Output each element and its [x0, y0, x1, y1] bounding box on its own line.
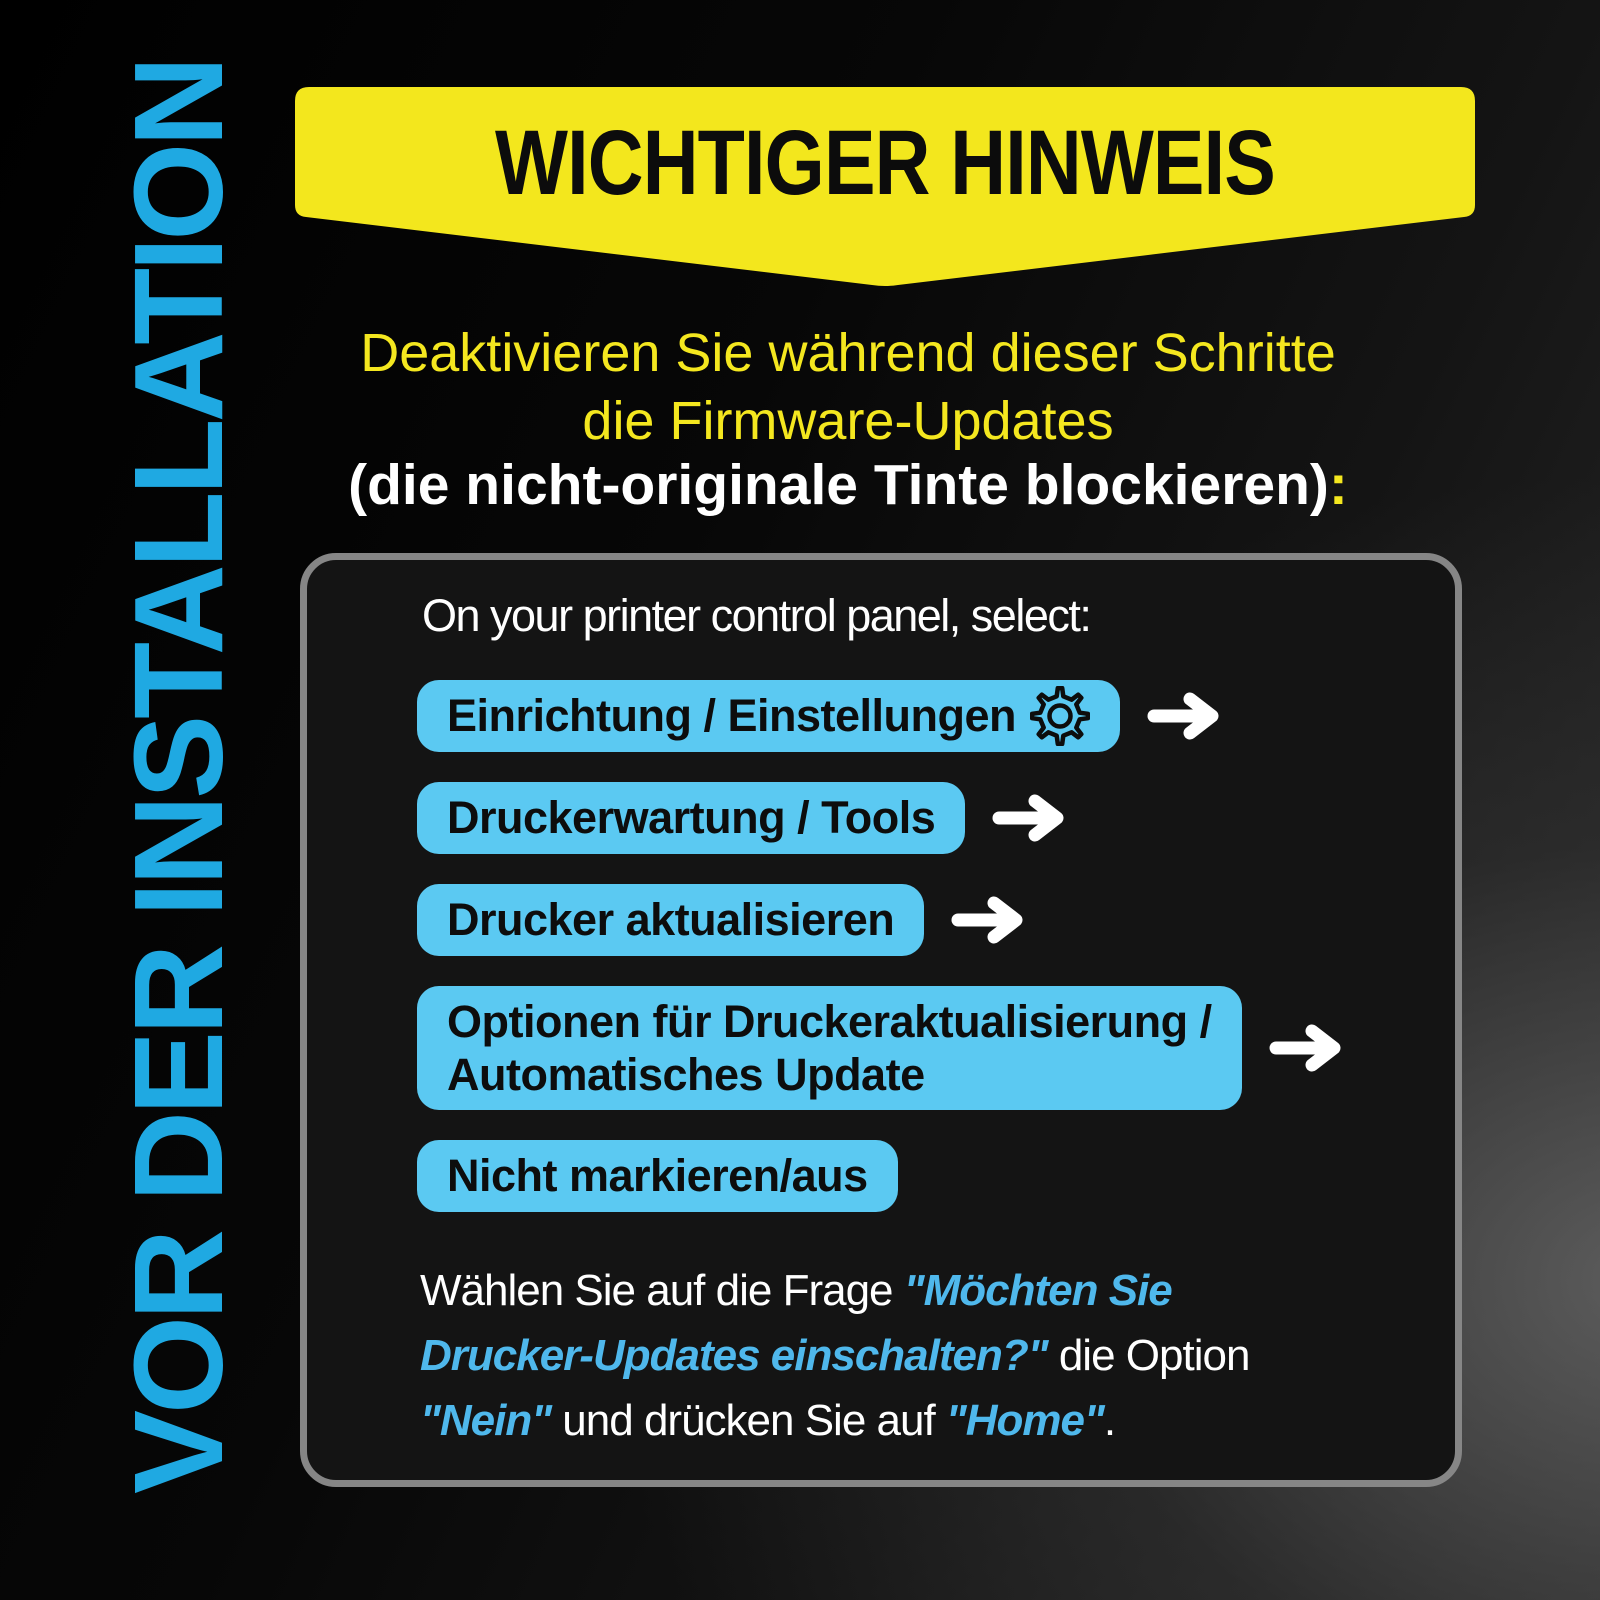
footer-line — [420, 1258, 1249, 1323]
side-vertical-title: VOR DER INSTALLATION — [108, 59, 249, 1494]
panel-instruction: On your printer control panel, select: — [422, 590, 1091, 641]
menu-button-list — [417, 680, 1352, 1242]
arrow-right-icon — [1146, 691, 1230, 741]
footer-highlight-text: "Möchten Sie — [903, 1266, 1172, 1315]
footer-line — [420, 1323, 1249, 1388]
footer-text: die Option — [1047, 1331, 1250, 1380]
intro-line-3-colon: : — [1328, 453, 1348, 517]
printer-menu-button — [417, 1140, 898, 1212]
printer-menu-button — [417, 680, 1120, 752]
footer-highlight-text: "Home" — [945, 1396, 1104, 1445]
printer-menu-button-label: Nicht markieren/aus — [447, 1150, 868, 1201]
menu-button-row — [417, 986, 1352, 1110]
printer-menu-button — [417, 884, 924, 956]
intro-line-3-text: (die nicht-originale Tinte blockieren) — [348, 453, 1329, 517]
intro-line-3 — [293, 452, 1403, 518]
panel-footer-text — [420, 1258, 1249, 1453]
printer-menu-button-label: Einrichtung / Einstellungen — [447, 690, 1017, 741]
footer-text: und drücken Sie auf — [551, 1396, 946, 1445]
printer-menu-button — [417, 782, 965, 854]
intro-line-2: die Firmware-Updates — [582, 391, 1114, 451]
footer-text: Wählen Sie auf die Frage — [420, 1266, 904, 1315]
arrow-right-icon — [1268, 1023, 1352, 1073]
footer-highlight-text: Drucker-Updates einschalten?" — [420, 1331, 1048, 1380]
menu-button-row — [417, 680, 1352, 752]
footer-line — [420, 1388, 1249, 1453]
footer-text: . — [1103, 1396, 1116, 1445]
intro-line-1: Deaktivieren Sie während dieser Schritte — [360, 323, 1336, 383]
arrow-right-icon — [950, 895, 1034, 945]
printer-menu-button — [417, 986, 1242, 1110]
gear-icon — [1030, 686, 1090, 746]
menu-button-row — [417, 884, 1352, 956]
menu-button-row — [417, 782, 1352, 854]
footer-highlight-text: "Nein" — [420, 1396, 552, 1445]
printer-menu-button-label: Drucker aktualisieren — [447, 894, 895, 945]
printer-menu-button-line: Optionen für Druckeraktualisierung / — [447, 996, 1212, 1047]
printer-menu-button-line: Automatisches Update — [447, 1049, 925, 1100]
instruction-panel — [300, 553, 1462, 1487]
arrow-right-icon — [991, 793, 1075, 843]
printer-menu-button-label: Druckerwartung / Tools — [447, 792, 936, 843]
menu-button-row — [417, 1140, 1352, 1212]
banner-title: WICHTIGER HINWEIS — [495, 112, 1275, 214]
